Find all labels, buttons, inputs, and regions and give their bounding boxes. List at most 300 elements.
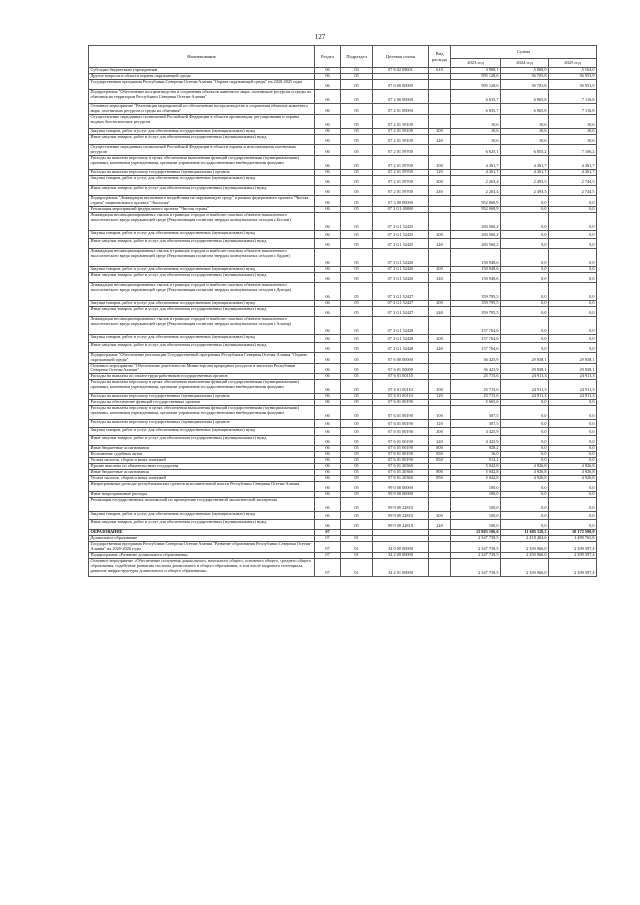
cell-expense-type: 120 [429, 420, 451, 428]
cell-podrazdel: 05 [341, 512, 373, 520]
cell-sum-2024: 0,0 [501, 520, 549, 530]
cell-sum-2025: 0,0 [549, 306, 597, 316]
cell-expense-type: 100 [429, 406, 451, 420]
cell-expense-type: 200 [429, 512, 451, 520]
cell-expense-type: 610 [429, 68, 451, 74]
cell-podrazdel: 05 [341, 458, 373, 464]
table-row [89, 282, 597, 300]
cell-sum-2025: 4 926,8 [549, 464, 597, 470]
cell-podrazdel: 05 [341, 406, 373, 420]
cell-target-article: 07 2 01 59100 [373, 134, 429, 144]
cell-podrazdel: 05 [341, 185, 373, 195]
cell-name: Непрограммные расходы республиканских органов исполнительной власти Республики Северная Осетия-Алания [89, 482, 315, 492]
table-row [89, 363, 597, 374]
cell-razdel: 06 [315, 363, 341, 374]
cell-podrazdel: 05 [341, 238, 373, 248]
cell-expense-type [429, 282, 451, 300]
cell-sum-2025: 7 116,8 [549, 104, 597, 115]
cell-sum-2024: 2 350 066,0 [501, 553, 549, 559]
cell-razdel: 06 [315, 80, 341, 90]
cell-podrazdel: 05 [341, 498, 373, 512]
cell-podrazdel: 05 [341, 128, 373, 134]
cell-name: Основное мероприятие «Обеспечение получения дошкольного, начального общего, основного общего, среднего общего образования, содействие развитию системы дошкольного и общего образования, в том числе кадрового потенциала, развитие инфраструктуры дошкольного и общего образования» [89, 559, 315, 577]
cell-podrazdel: 05 [341, 80, 373, 90]
cell-sum-2025: 4 361,7 [549, 155, 597, 169]
cell-expense-type [429, 542, 451, 553]
table-row [89, 428, 597, 436]
cell-name: Подпрограмма "Обеспечение воспроизводства и сохранения объектов животного мира, охотничьих ресурсов и среды их обитания на территории Республики Северная Осетия-Алания" [89, 90, 315, 104]
table-header-row [89, 46, 597, 59]
cell-sum-2023: 283 560,2 [451, 212, 501, 230]
cell-podrazdel: 01 [341, 559, 373, 577]
cell-sum-2025: 24 911,3 [549, 380, 597, 394]
table-row [89, 114, 597, 128]
cell-name: Иные закупки товаров, работ и услуг для обеспечения государственных (муниципальных) нужд [89, 185, 315, 195]
cell-sum-2025: 0,0 [549, 206, 597, 212]
cell-razdel: 07 [315, 553, 341, 559]
cell-sum-2024: 36 703,8 [501, 80, 549, 90]
cell-sum-2023: 283 560,2 [451, 238, 501, 248]
cell-expense-type: 200 [429, 334, 451, 342]
cell-sum-2025: 0,0 [549, 520, 597, 530]
cell-target-article: 99 9 00 00000 [373, 492, 429, 498]
cell-expense-type: 240 [429, 436, 451, 446]
cell-sum-2025: 2 744,5 [549, 185, 597, 195]
cell-sum-2025: 0,0 [549, 282, 597, 300]
table-row [89, 144, 597, 155]
cell-target-article: 07 0 00 00000 [373, 80, 429, 90]
cell-podrazdel: 05 [341, 342, 373, 352]
cell-sum-2023: 25 715,6 [451, 380, 501, 394]
cell-sum-2024: 0,0 [501, 400, 549, 406]
cell-name: Реализация государственных полномочий по проведению государственной экологической экспертизы [89, 498, 315, 512]
cell-name: Иные закупки товаров, работ и услуг для обеспечения государственных (муниципальных) нужд [89, 520, 315, 530]
cell-sum-2025: 10,6 [549, 114, 597, 128]
cell-expense-type [429, 482, 451, 492]
cell-name: Подпрограмма "Обеспечение реализации Государственной программы Республики Северная Осетия-Алания "Охрана окружающей среды" [89, 352, 315, 363]
table-row [89, 482, 597, 492]
cell-target-article: 07 2 01 59100 [373, 128, 429, 134]
cell-expense-type [429, 498, 451, 512]
cell-sum-2024: 0,0 [501, 248, 549, 266]
cell-sum-2025: 0,0 [549, 212, 597, 230]
cell-sum-2023: 4 361,7 [451, 169, 501, 175]
cell-target-article: 07 6 01 00190 [373, 458, 429, 464]
cell-podrazdel: 05 [341, 266, 373, 272]
cell-name: Ликвидация несанкционированных свалок в границах городов и наиболее опасных объектов накопленного экологического вреда окружающей среде (Рекультивация полигона твердых коммунальных отходов г.Беслан) [89, 212, 315, 230]
cell-target-article: 07 6 01 00000 [373, 363, 429, 374]
cell-target-article: 07 3 G1 52425 [373, 212, 429, 230]
cell-expense-type [429, 559, 451, 577]
cell-podrazdel: 05 [341, 272, 373, 282]
cell-sum-2024: 0,0 [501, 512, 549, 520]
cell-razdel: 07 [315, 530, 341, 536]
cell-podrazdel: 05 [341, 476, 373, 482]
cell-name: Исполнение судебных актов [89, 452, 315, 458]
cell-sum-2023: 157 764,6 [451, 342, 501, 352]
cell-sum-2023: 995 128,6 [451, 80, 501, 90]
cell-target-article: 07 6 01 00190 [373, 446, 429, 452]
cell-sum-2025: 10,6 [549, 128, 597, 134]
cell-expense-type [429, 352, 451, 363]
cell-sum-2024: 2 350 066,0 [501, 559, 549, 577]
cell-target-article: 34 2 01 00000 [373, 559, 429, 577]
cell-podrazdel: 05 [341, 90, 373, 104]
cell-sum-2023: 36 423,9 [451, 363, 501, 374]
cell-podrazdel: 05 [341, 114, 373, 128]
cell-podrazdel: 05 [341, 436, 373, 446]
cell-sum-2024: 10,6 [501, 134, 549, 144]
cell-expense-type: 240 [429, 306, 451, 316]
cell-name: Расходы на выплаты персоналу в целях обеспечения выполнения функций государственными (муниципальными) органами, казенными учреждениями, органами управления государственными внебюджетными фондами [89, 406, 315, 420]
header-year-2025: 2025 год [549, 59, 597, 68]
cell-name: Подпрограмма "Ликвидация негативного воздействия на окружающую среду" в рамках федерального проекта "Чистая страна" национального проекта "Экология" [89, 195, 315, 206]
cell-podrazdel: 05 [341, 446, 373, 452]
cell-sum-2025: 1 480 765,8 [549, 536, 597, 542]
cell-expense-type: 200 [429, 428, 451, 436]
cell-target-article: 07 3 G1 52427 [373, 306, 429, 316]
cell-podrazdel: 05 [341, 428, 373, 436]
cell-sum-2024: 5 068,0 [501, 68, 549, 74]
cell-razdel: 06 [315, 420, 341, 428]
cell-sum-2023: 952 068,9 [451, 195, 501, 206]
cell-expense-type: 800 [429, 470, 451, 476]
cell-name: Прочие выплаты по обязательствам государства [89, 464, 315, 470]
table-row [89, 334, 597, 342]
cell-podrazdel: 05 [341, 334, 373, 342]
cell-razdel: 06 [315, 406, 341, 420]
cell-sum-2025: 10 172 590,9 [549, 530, 597, 536]
cell-sum-2024: 4 926,8 [501, 464, 549, 470]
cell-expense-type [429, 212, 451, 230]
cell-sum-2025: 24 911,3 [549, 394, 597, 400]
cell-sum-2023: 2 347 739,5 [451, 542, 501, 553]
cell-razdel: 06 [315, 492, 341, 498]
cell-sum-2025: 0,0 [549, 266, 597, 272]
cell-target-article: 07 3 G1 52427 [373, 300, 429, 306]
cell-name: Подпрограмма «Развитие дошкольного образования» [89, 553, 315, 559]
cell-sum-2023: 928,2 [451, 446, 501, 452]
cell-expense-type: 240 [429, 134, 451, 144]
cell-sum-2023: 2 347 739,5 [451, 559, 501, 577]
cell-sum-2025: 0,0 [549, 316, 597, 334]
cell-podrazdel: 05 [341, 104, 373, 115]
cell-expense-type: 100 [429, 380, 451, 394]
cell-sum-2023: 16,0 [451, 452, 501, 458]
cell-name: Уплата налогов, сборов и иных платежей [89, 458, 315, 464]
cell-target-article: 07 2 01 59100 [373, 114, 429, 128]
table-row [89, 155, 597, 169]
cell-name: Государственная программа Республики Северная Осетия-Алания "Развитие образования Республики Северная Осетия-Алания" на 2020-2026 годы [89, 542, 315, 553]
cell-podrazdel: 05 [341, 470, 373, 476]
cell-sum-2025: 0,0 [549, 428, 597, 436]
cell-podrazdel: 05 [341, 74, 373, 80]
cell-sum-2025: 0,0 [549, 492, 597, 498]
cell-sum-2024: 2 418 404,6 [501, 536, 549, 542]
cell-sum-2024: 0,0 [501, 436, 549, 446]
cell-sum-2024: 0,0 [501, 334, 549, 342]
table-row [89, 212, 597, 230]
cell-sum-2025: 4 361,7 [549, 169, 597, 175]
cell-name: Ликвидация несанкционированных свалок в границах городов и наиболее опасных объектов накопленного экологического вреда окружающей среде (Рекультивация полигона твердых коммунальных отходов г.Дигора) [89, 282, 315, 300]
cell-name: Иные закупки товаров, работ и услуг для обеспечения государственных (муниципальных) нужд [89, 238, 315, 248]
cell-sum-2025: 5 164,0 [549, 68, 597, 74]
cell-expense-type [429, 104, 451, 115]
cell-sum-2023: 25 715,6 [451, 394, 501, 400]
cell-sum-2025: 2 744,5 [549, 175, 597, 185]
cell-razdel: 06 [315, 498, 341, 512]
cell-sum-2024: 0,0 [501, 452, 549, 458]
cell-sum-2024: 0,0 [501, 230, 549, 238]
cell-podrazdel: 05 [341, 248, 373, 266]
cell-podrazdel: 05 [341, 206, 373, 212]
cell-name: Расходы на выплаты персоналу государственных (муниципальных) органов [89, 169, 315, 175]
cell-target-article: 07 3 G1 00000 [373, 206, 429, 212]
cell-podrazdel: 05 [341, 420, 373, 428]
cell-target-article: 99 9 00 22810 [373, 512, 429, 520]
cell-target-article: 07 2 01 59700 [373, 175, 429, 185]
cell-sum-2025: 7 116,8 [549, 90, 597, 104]
cell-target-article: 07 3 G1 52425 [373, 238, 429, 248]
cell-podrazdel: 05 [341, 169, 373, 175]
cell-razdel: 06 [315, 352, 341, 363]
cell-sum-2023: 995 128,6 [451, 74, 501, 80]
cell-sum-2023: 2 263,4 [451, 185, 501, 195]
cell-podrazdel: 05 [341, 212, 373, 230]
cell-sum-2025: 0,0 [549, 400, 597, 406]
cell-target-article: 07 3 00 00000 [373, 195, 429, 206]
table-row [89, 272, 597, 282]
cell-podrazdel: 05 [341, 394, 373, 400]
cell-sum-2024: 24 911,3 [501, 380, 549, 394]
table-row [89, 542, 597, 553]
cell-sum-2025: 36 953,9 [549, 74, 597, 80]
cell-sum-2023: 5 042,8 [451, 470, 501, 476]
cell-razdel: 06 [315, 374, 341, 380]
cell-podrazdel: 05 [341, 230, 373, 238]
cell-sum-2023: 307,5 [451, 406, 501, 420]
cell-target-article: 07 3 G1 52426 [373, 248, 429, 266]
cell-name: Расходы на выплаты персоналу государственных (муниципальных) органов [89, 394, 315, 400]
cell-sum-2024: 10,6 [501, 128, 549, 134]
cell-sum-2025: 0,0 [549, 342, 597, 352]
cell-sum-2025: 2 399 397,4 [549, 542, 597, 553]
cell-razdel: 06 [315, 144, 341, 155]
cell-razdel: 06 [315, 334, 341, 342]
cell-expense-type: 200 [429, 175, 451, 185]
cell-podrazdel: 01 [341, 542, 373, 553]
cell-razdel: 06 [315, 128, 341, 134]
table-body [89, 68, 597, 577]
cell-podrazdel: 05 [341, 452, 373, 458]
cell-sum-2024: 0,0 [501, 420, 549, 428]
cell-name: ОБРАЗОВАНИЕ [89, 530, 315, 536]
cell-target-article: 07 3 G1 52426 [373, 272, 429, 282]
header-target-article: Целевая статья [373, 46, 429, 68]
cell-expense-type [429, 80, 451, 90]
cell-sum-2024: 24 911,3 [501, 394, 549, 400]
cell-razdel: 06 [315, 458, 341, 464]
table-row [89, 195, 597, 206]
cell-target-article: 07 6 01 00190 [373, 400, 429, 406]
header-year-2024: 2024 год [501, 59, 549, 68]
cell-razdel: 06 [315, 342, 341, 352]
cell-razdel: 06 [315, 300, 341, 306]
cell-razdel: 06 [315, 212, 341, 230]
cell-sum-2024: 0,0 [501, 492, 549, 498]
cell-name: Расходы на выплаты персоналу государственных (муниципальных) органов [89, 420, 315, 428]
cell-sum-2024: 0,0 [501, 306, 549, 316]
cell-sum-2025: 0,0 [549, 512, 597, 520]
cell-target-article: 07 6 02 09601 [373, 68, 429, 74]
cell-name: Закупка товаров, работ и услуг для обеспечения государственных (муниципальных) нужд [89, 428, 315, 436]
cell-sum-2025: 0,0 [549, 406, 597, 420]
cell-name: Закупка товаров, работ и услуг для обеспечения государственных (муниципальных) нужд [89, 334, 315, 342]
cell-sum-2025: 0,0 [549, 195, 597, 206]
cell-name: Закупка товаров, работ и услуг для обеспечения государственных (муниципальных) нужд [89, 266, 315, 272]
cell-sum-2024: 4 926,8 [501, 476, 549, 482]
cell-sum-2024: 29 838,1 [501, 352, 549, 363]
cell-podrazdel: 05 [341, 352, 373, 363]
table-row [89, 316, 597, 334]
cell-expense-type: 240 [429, 238, 451, 248]
cell-podrazdel: 05 [341, 363, 373, 374]
cell-sum-2023: 912,2 [451, 458, 501, 464]
cell-target-article: 99 0 00 00000 [373, 482, 429, 492]
cell-sum-2023: 100,0 [451, 512, 501, 520]
cell-razdel: 06 [315, 272, 341, 282]
cell-target-article: 07 6 01 00110 [373, 374, 429, 380]
cell-razdel: 06 [315, 400, 341, 406]
cell-target-article: 07 6 01 20360 [373, 470, 429, 476]
cell-razdel: 06 [315, 169, 341, 175]
cell-sum-2025: 0,0 [549, 498, 597, 512]
header-razdel: Раздел [315, 46, 341, 68]
cell-target-article: 07 2 01 59700 [373, 169, 429, 175]
header-expense-type: Вид расхода [429, 46, 451, 68]
cell-podrazdel: 05 [341, 134, 373, 144]
cell-sum-2024: 36 703,8 [501, 74, 549, 80]
header-sum: Сумма [451, 46, 597, 59]
cell-sum-2023: 4 361,7 [451, 155, 501, 169]
cell-podrazdel: 05 [341, 175, 373, 185]
table-row [89, 80, 597, 90]
cell-razdel: 06 [315, 206, 341, 212]
cell-razdel: 07 [315, 536, 341, 542]
cell-sum-2025: 24 911,3 [549, 374, 597, 380]
cell-sum-2024: 2 350 066,0 [501, 542, 549, 553]
cell-podrazdel: 05 [341, 492, 373, 498]
cell-razdel: 06 [315, 238, 341, 248]
cell-name: Закупка товаров, работ и услуг для обеспечения государственных (муниципальных) нужд [89, 300, 315, 306]
cell-razdel: 06 [315, 104, 341, 115]
cell-target-article: 34 2 00 00000 [373, 553, 429, 559]
cell-razdel: 06 [315, 476, 341, 482]
table-row [89, 559, 597, 577]
table-row [89, 134, 597, 144]
cell-expense-type [429, 114, 451, 128]
table-row [89, 238, 597, 248]
cell-podrazdel: 01 [341, 536, 373, 542]
cell-sum-2024: 6 855,2 [501, 144, 549, 155]
cell-razdel: 06 [315, 90, 341, 104]
table-row [89, 436, 597, 446]
cell-podrazdel: 05 [341, 374, 373, 380]
cell-name: Дошкольное образование [89, 536, 315, 542]
cell-target-article: 07 3 G1 52428 [373, 334, 429, 342]
cell-expense-type: 240 [429, 342, 451, 352]
cell-sum-2024: 4 926,8 [501, 470, 549, 476]
cell-sum-2023: 157 764,6 [451, 316, 501, 334]
cell-sum-2024: 4 361,7 [501, 169, 549, 175]
cell-sum-2023: 10,6 [451, 128, 501, 134]
cell-sum-2025: 2 399 397,4 [549, 553, 597, 559]
cell-name: Расходы на выплаты персоналу в целях обеспечения выполнения функций государственными (муниципальными) органами, казенными учреждениями, органами управления государственными внебюджетными фондами [89, 155, 315, 169]
cell-sum-2025: 4 926,8 [549, 470, 597, 476]
cell-razdel: 06 [315, 74, 341, 80]
cell-expense-type: 120 [429, 169, 451, 175]
cell-sum-2023: 359 795,5 [451, 306, 501, 316]
cell-sum-2023: 5 042,8 [451, 476, 501, 482]
cell-sum-2023: 6 635,7 [451, 104, 501, 115]
cell-razdel: 06 [315, 316, 341, 334]
cell-sum-2023: 150 948,6 [451, 272, 501, 282]
header-name: Наименование [89, 46, 315, 68]
table-row [89, 175, 597, 185]
table-row [89, 104, 597, 115]
cell-target-article: 07 3 G1 52426 [373, 266, 429, 272]
cell-razdel: 06 [315, 380, 341, 394]
table-row [89, 498, 597, 512]
budget-table [88, 45, 597, 577]
cell-sum-2023: 307,5 [451, 420, 501, 428]
cell-sum-2025: 0,0 [549, 458, 597, 464]
cell-name: Расходы на обеспечение функций государственных органов [89, 400, 315, 406]
table-row [89, 420, 597, 428]
cell-razdel: 07 [315, 542, 341, 553]
cell-sum-2025: 29 838,1 [549, 352, 597, 363]
cell-target-article: 07 6 01 20360 [373, 476, 429, 482]
cell-sum-2024: 11 685 118,3 [501, 530, 549, 536]
cell-sum-2023: 150 948,6 [451, 266, 501, 272]
cell-podrazdel: 05 [341, 400, 373, 406]
cell-sum-2024: 24 911,3 [501, 374, 549, 380]
cell-sum-2024: 0,0 [501, 316, 549, 334]
table-row [89, 248, 597, 266]
cell-sum-2023: 100,0 [451, 492, 501, 498]
header-podrazdel: Подраздел [341, 46, 373, 68]
cell-sum-2024: 0,0 [501, 482, 549, 492]
cell-razdel: 06 [315, 248, 341, 266]
cell-sum-2025: 10,6 [549, 134, 597, 144]
cell-sum-2023: 2 347 739,5 [451, 553, 501, 559]
cell-target-article: 07 3 G1 52428 [373, 342, 429, 352]
cell-razdel: 06 [315, 394, 341, 400]
cell-sum-2025: 0,0 [549, 436, 597, 446]
cell-sum-2023: 12 983 196,6 [451, 530, 501, 536]
cell-target-article: 07 2 00 00000 [373, 90, 429, 104]
cell-name: Иные непрограммные расходы [89, 492, 315, 498]
table-row [89, 185, 597, 195]
cell-name: Ликвидация несанкционированных свалок в границах городов и наиболее опасных объектов накопленного экологического вреда окружающей среде (Рекультивация полигона твердых коммунальных отходов г.Алагир) [89, 316, 315, 334]
cell-target-article: 07 3 G1 52427 [373, 282, 429, 300]
cell-sum-2023: 2 347 739,5 [451, 536, 501, 542]
cell-sum-2024: 0,0 [501, 272, 549, 282]
cell-sum-2023: 4 425,9 [451, 428, 501, 436]
cell-sum-2023: 36 423,9 [451, 352, 501, 363]
cell-sum-2023: 100,0 [451, 520, 501, 530]
cell-sum-2024: 0,0 [501, 458, 549, 464]
